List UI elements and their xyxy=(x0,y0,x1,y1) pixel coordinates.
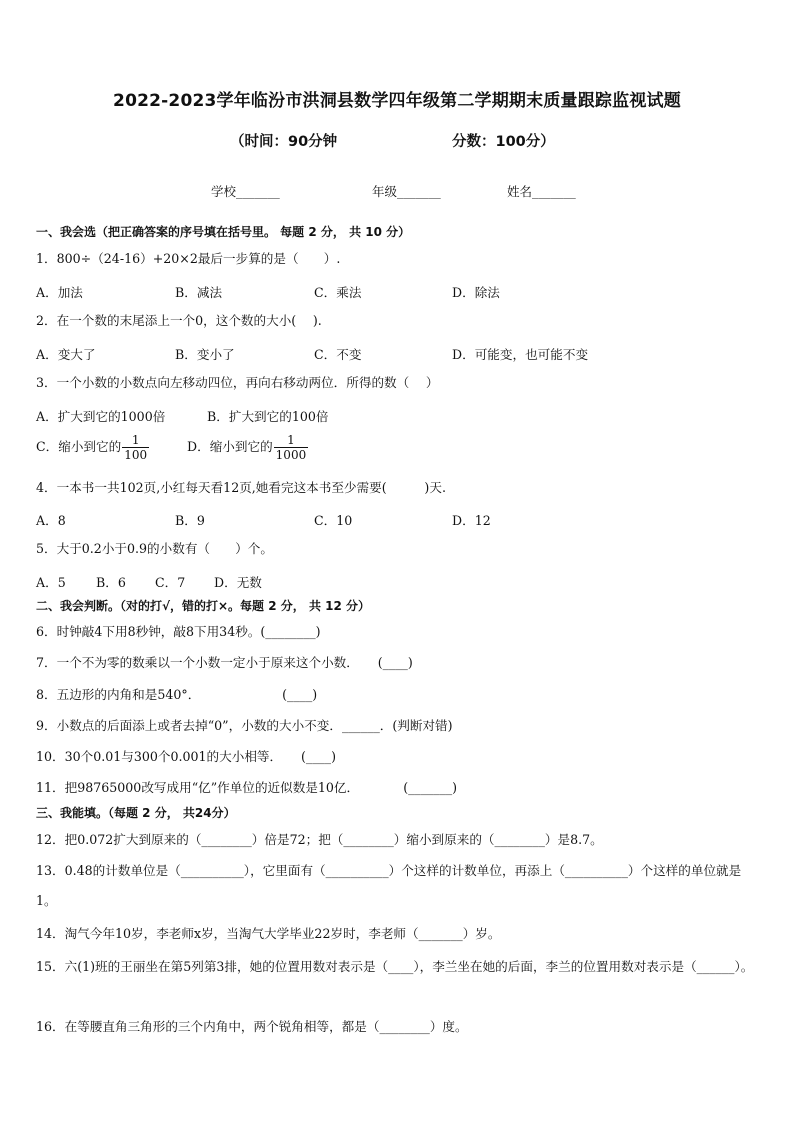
q1-option-c: C．乘法 xyxy=(314,285,362,300)
section-1-heading: 一、我会选（把正确答案的序号填在括号里。 每题 2 分， 共 10 分） xyxy=(36,225,411,239)
question-16: 16．在等腰直角三角形的三个内角中，两个锐角相等，都是（________）度。 xyxy=(36,1019,468,1034)
q2-option-b: B．变小了 xyxy=(175,347,235,362)
question-1: 1．800÷（24-16）+20×2最后一步算的是（ ）. xyxy=(36,251,341,266)
q2-option-a: A．变大了 xyxy=(36,347,96,362)
question-8: 8．五边形的内角和是540°． (____) xyxy=(36,687,318,702)
section-2-heading: 二、我会判断。（对的打√，错的打×。每题 2 分， 共 12 分） xyxy=(36,599,370,613)
score-label: 分数：100分） xyxy=(452,134,555,150)
q4-option-c: C．10 xyxy=(314,513,353,528)
fraction-numerator: 1 xyxy=(131,433,140,447)
q3-option-d xyxy=(187,433,308,462)
question-5: 5．大于0.2小于0.9的小数有（ ）个。 xyxy=(36,541,273,556)
question-15: 15．六(1)班的王丽坐在第5列第3排，她的位置用数对表示是（____），李兰坐在她的后面，李兰的位置用数对表示是（______）。 xyxy=(36,959,754,974)
grade-field: 年级_______ xyxy=(372,184,441,199)
q1-option-a: A．加法 xyxy=(36,285,83,300)
q2-option-c: C．不变 xyxy=(314,347,362,362)
question-7: 7．一个不为零的数乘以一个小数一定小于原来这个小数． (____) xyxy=(36,655,413,670)
fraction-1-100 xyxy=(122,433,149,462)
q5-option-a: A．5 xyxy=(36,575,66,590)
question-12: 12．把0.072扩大到原来的（________）倍是72；把（________）缩小到原来的（________）是8.7。 xyxy=(36,832,603,847)
q1-option-d: D．除法 xyxy=(452,285,500,300)
question-13: 13．0.48的计数单位是（__________），它里面有（__________）个这样的计数单位，再添上（__________）个这样的单位就是1。 xyxy=(36,863,742,908)
question-4: 4．一本书一共102页,小红每天看12页,她看完这本书至少需要( )天. xyxy=(36,480,446,495)
question-2: 2．在一个数的末尾添上一个0，这个数的大小( ). xyxy=(36,313,322,328)
question-10: 10．30个0.01与300个0.001的大小相等． (____) xyxy=(36,749,337,764)
q3-option-b: B．扩大到它的100倍 xyxy=(207,409,329,424)
exam-title: 2022-2023学年临汾市洪洞县数学四年级第二学期期末质量跟踪监视试题 xyxy=(113,91,681,111)
fraction-denominator: 1000 xyxy=(275,448,307,462)
question-3: 3．一个小数的小数点向左移动四位，再向右移动两位．所得的数（ ） xyxy=(36,375,439,390)
section-3-heading: 三、我能填。（每题 2 分， 共24分） xyxy=(36,806,236,820)
q5-option-c: C．7 xyxy=(155,575,186,590)
question-14: 14．淘气今年10岁，李老师x岁，当淘气大学毕业22岁时，李老师（_______）岁。 xyxy=(36,926,501,941)
name-field: 姓名_______ xyxy=(507,184,576,199)
fraction-denominator: 100 xyxy=(124,448,148,462)
school-field: 学校_______ xyxy=(211,184,280,199)
time-label: （时间：90分钟 xyxy=(230,134,338,150)
q3-option-d-text: D．缩小到它的 xyxy=(187,439,273,454)
q1-option-b: B．减法 xyxy=(175,285,223,300)
question-6: 6．时钟敲4下用8秒钟，敲8下用34秒。(________) xyxy=(36,624,321,639)
q2-option-d: D．可能变，也可能不变 xyxy=(452,347,589,362)
q5-option-d: D．无数 xyxy=(214,575,262,590)
question-11: 11．把98765000改写成用“亿”作单位的近似数是10亿． (_______) xyxy=(36,780,458,795)
fraction-1-1000 xyxy=(274,433,309,462)
q3-option-c-text: C．缩小到它的 xyxy=(36,439,122,454)
q3-option-c xyxy=(36,433,149,462)
q3-option-a: A．扩大到它的1000倍 xyxy=(36,409,166,424)
q4-option-a: A．8 xyxy=(36,513,66,528)
q4-option-b: B．9 xyxy=(175,513,205,528)
fraction-numerator: 1 xyxy=(287,433,295,447)
question-9: 9．小数点的后面添上或者去掉“0”，小数的大小不变．______．(判断对错) xyxy=(36,718,453,733)
q5-option-b: B．6 xyxy=(96,575,126,590)
q4-option-d: D．12 xyxy=(452,513,491,528)
